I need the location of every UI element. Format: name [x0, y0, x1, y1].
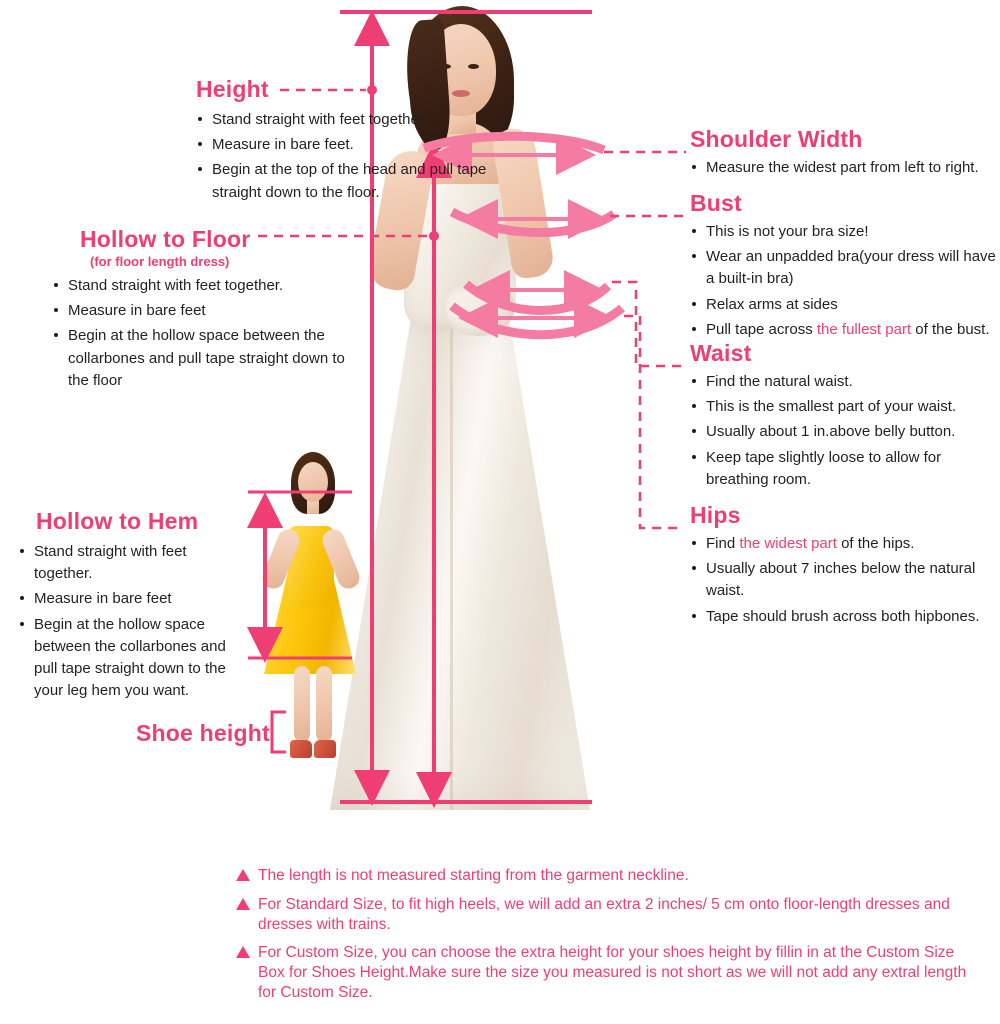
yellow-dress-figure-photo [258, 440, 378, 760]
hollow-to-hem-title: Hollow to Hem [36, 508, 199, 534]
list-item: Keep tape slightly loose to allow for breathing room. [690, 447, 990, 491]
list-item: This is not your bra size! [690, 221, 1000, 243]
list-item: Measure in bare feet [18, 588, 248, 610]
list-item: Wear an unpadded bra(your dress will have a built-in bra) [690, 246, 1000, 290]
hips-section [690, 502, 990, 631]
list-item: Usually about 7 inches below the natural waist. [690, 558, 990, 602]
shoulder-width-section [690, 126, 996, 182]
shoe-height-section [136, 720, 270, 747]
yellow-right-leg [316, 666, 332, 742]
hips-widest-post: of the hips. [836, 535, 915, 552]
shoulder-width-bullets [690, 157, 996, 179]
hips-widest-pre: Find [706, 535, 740, 552]
hollow-to-floor-section [52, 226, 352, 395]
bust-bullets [690, 221, 1000, 341]
note-text: For Standard Size, to fit high heels, we will add an extra 2 inches/ 5 cm onto floor-length dresses and dresses with trains. [258, 895, 950, 933]
bust-fullest-post: of the bust. [911, 320, 990, 338]
list-item: Measure in bare feet. [196, 134, 526, 156]
shoulder-width-title: Shoulder Width [690, 126, 863, 152]
warning-triangle-icon [236, 898, 250, 910]
note-text: The length is not measured starting from the garment neckline. [258, 867, 689, 884]
waist-bullets [690, 371, 990, 491]
hollow-to-floor-bullets [52, 275, 352, 392]
note-item [236, 895, 976, 935]
hips-bullets [690, 533, 990, 628]
left-shoe [290, 740, 312, 758]
height-section [196, 76, 526, 207]
gown-bow [442, 282, 514, 336]
right-shoe [314, 740, 336, 758]
hips-title: Hips [690, 502, 741, 528]
bust-fullest-emphasis: the fullest part [816, 320, 912, 338]
yellow-model-head [298, 462, 328, 502]
hollow-to-hem-bullets [18, 541, 248, 702]
bust-section [690, 190, 1000, 344]
footer-notes [236, 866, 976, 1012]
bust-fullest-pre: Pull tape across [706, 320, 817, 338]
height-title: Height [196, 76, 269, 102]
list-item: Begin at the hollow space between the collarbones and pull tape straight down to the your leg hem you want. [18, 614, 248, 703]
warning-triangle-icon [236, 869, 250, 881]
note-item [236, 866, 976, 886]
shoe-height-title: Shoe height [136, 720, 270, 746]
hollow-to-floor-title: Hollow to Floor [80, 226, 251, 252]
list-item-bust-fullest [690, 319, 1000, 341]
note-item [236, 943, 976, 1002]
list-item: This is the smallest part of your waist. [690, 396, 990, 418]
warning-triangle-icon [236, 946, 250, 958]
hollow-to-hem-section [18, 508, 248, 705]
hollow-to-floor-subtitle: (for floor length dress) [90, 254, 230, 269]
waist-section [690, 340, 990, 494]
list-item: Find the natural waist. [690, 371, 990, 393]
waist-title: Waist [690, 340, 752, 366]
height-bullets [196, 109, 526, 204]
bride-right-eye [468, 64, 479, 69]
list-item: Measure the widest part from left to right. [690, 157, 996, 179]
list-item: Relax arms at sides [690, 294, 1000, 316]
hips-leader-line [624, 316, 684, 528]
hips-widest-emphasis: the widest part [739, 535, 837, 552]
list-item-hips-widest [690, 533, 990, 555]
yellow-left-leg [294, 666, 310, 742]
list-item: Begin at the top of the head and pull tape straight down to the floor. [196, 159, 526, 203]
list-item: Begin at the hollow space between the collarbones and pull tape straight down to the floor [52, 325, 352, 392]
bust-title: Bust [690, 190, 742, 216]
list-item: Stand straight with feet together. [196, 109, 526, 131]
list-item: Stand straight with feet together. [18, 541, 248, 585]
note-text: For Custom Size, you can choose the extra height for your shoes height by fillin in at the Custom Size Box for Shoes Height.Make sure the size you measured is not short as we will not add any extral length for Custom Size. [258, 944, 967, 1002]
list-item: Tape should brush across both hipbones. [690, 606, 990, 628]
list-item: Stand straight with feet together. [52, 275, 352, 297]
list-item: Usually about 1 in.above belly button. [690, 421, 990, 443]
list-item: Measure in bare feet [52, 300, 352, 322]
